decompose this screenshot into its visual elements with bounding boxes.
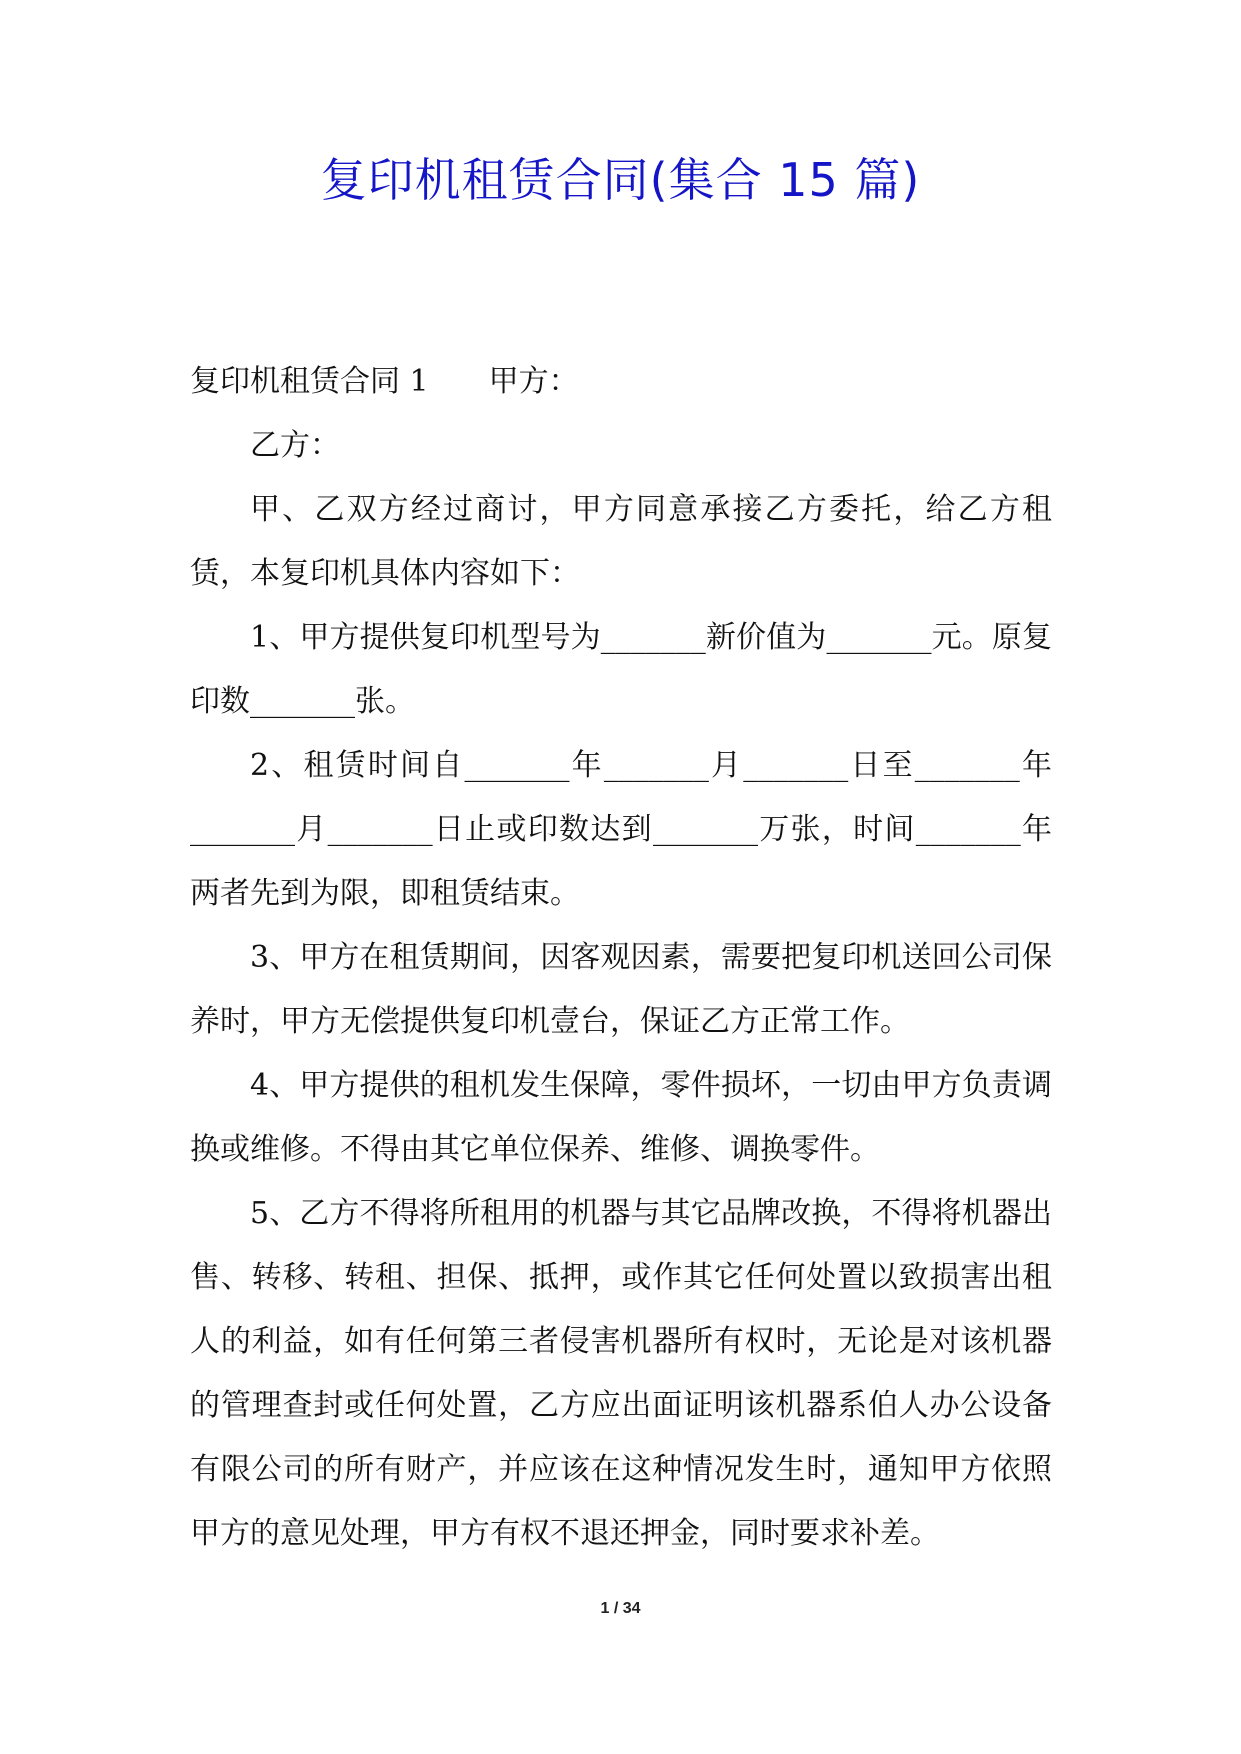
paragraph-intro: 甲、乙双方经过商讨，甲方同意承接乙方委托，给乙方租赁，本复印机具体内容如下： (190, 492, 1052, 591)
contract-heading: 复印机租赁合同 1 (190, 364, 429, 399)
party-a-label: 甲方： (488, 364, 579, 399)
paragraph-clause-2: 2、租赁时间自_______年_______月_______日至_______年_______月_______日止或印数达到_______万张，时间_______年两者先到为限，即租赁结束。 (190, 748, 1052, 911)
paragraph-clause-1: 1、甲方提供复印机型号为_______新价值为_______元。原复印数_______张。 (190, 620, 1052, 719)
paragraph-clause-3: 3、甲方在租赁期间，因客观因素，需要把复印机送回公司保养时，甲方无偿提供复印机壹台，保证乙方正常工作。 (190, 940, 1052, 1039)
contract-heading-line (190, 350, 1052, 414)
paragraph-party-b: 乙方： (250, 428, 340, 463)
document-title: 复印机租赁合同(集合 15 篇) (320, 153, 921, 207)
page-number: 1 / 34 (600, 1600, 641, 1617)
document-body (190, 350, 1052, 1566)
paragraph-clause-5: 5、乙方不得将所租用的机器与其它品牌改换，不得将机器出售、转移、转租、担保、抵押，或作其它任何处置以致损害出租人的利益，如有任何第三者侵害机器所有权时，无论是对该机器的管理查封或任何处置，乙方应出面证明该机器系伯人办公设备有限公司的所有财产，并应该在这种情况发生时，通知甲方依照甲方的意见处理，甲方有权不退还押金，同时要求补差。 (190, 1196, 1052, 1551)
paragraph-clause-4: 4、甲方提供的租机发生保障，零件损坏，一切由甲方负责调换或维修。不得由其它单位保养、维修、调换零件。 (190, 1068, 1052, 1167)
